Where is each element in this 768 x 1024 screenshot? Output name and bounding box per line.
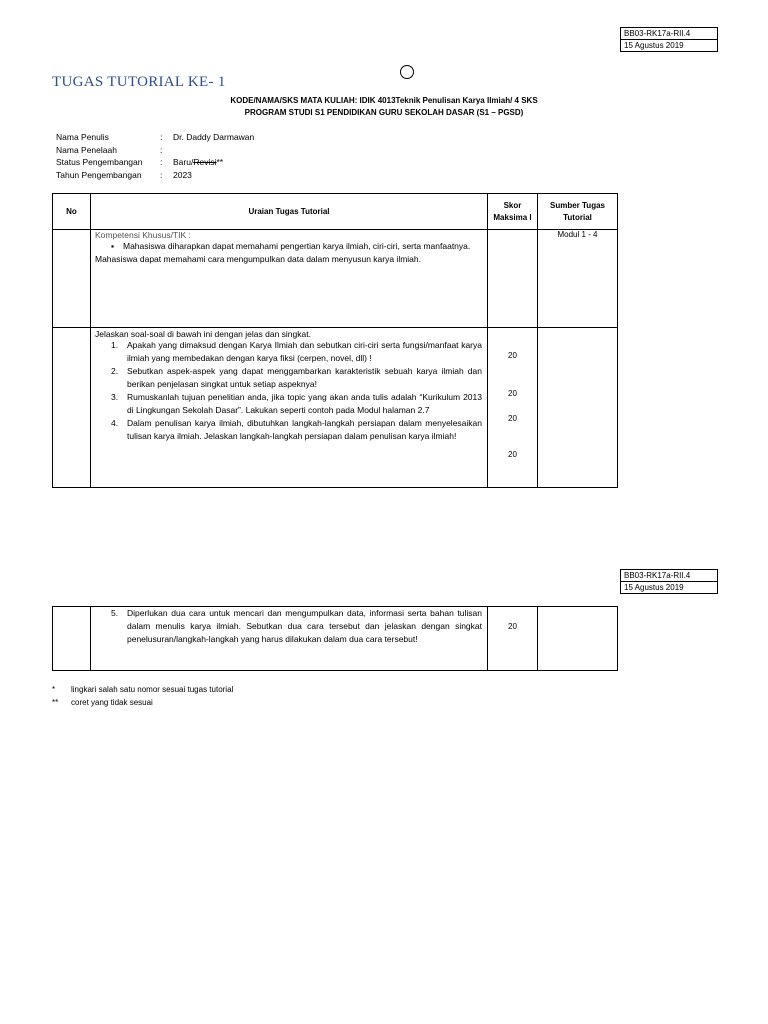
question-item: [111, 365, 482, 391]
question-score: 20: [508, 351, 517, 360]
reviewer-row: [56, 144, 254, 157]
questions-row: [53, 328, 618, 488]
document-code-box: [620, 27, 718, 52]
course-line: KODE/NAMA/SKS MATA KULIAH: IDIK 4013Teknik Penulisan Karya Ilmiah/ 4 SKS: [230, 96, 538, 105]
colon: :: [160, 144, 163, 155]
question-row-5: [53, 607, 618, 671]
document-code: BB03-RK17a-RII.4: [624, 571, 691, 580]
bullet-icon: ▪: [111, 241, 115, 251]
footnote-mark: *: [52, 685, 56, 694]
question-number: 5.: [111, 608, 119, 618]
footnote-text: lingkari salah satu nomor sesuai tugas tutorial: [71, 685, 234, 694]
footnote-2: [52, 698, 153, 707]
question-score: 20: [508, 622, 517, 631]
question-number: 1.: [111, 340, 119, 350]
header-no: No: [53, 194, 91, 230]
questions-cell: [91, 328, 488, 488]
reviewer-label: Nama Penelaah: [56, 144, 117, 155]
header-uraian: Uraian Tugas Tutorial: [91, 194, 488, 230]
question-text: Apakah yang dimaksud dengan Karya Ilmiah dan sebutkan ciri-ciri serta fungsi/manfaat karya ilmiah yang membedakan dengan karya fiksi (cerpen, novel, dll) !: [127, 340, 482, 363]
question-number: 2.: [111, 366, 119, 376]
question-score: 20: [508, 450, 517, 459]
circle-mark-icon: [400, 65, 414, 79]
competency-bullet-text: Mahasiswa diharapkan dapat memahami pengertian karya ilmiah, ciri-ciri, serta manfaatnya.: [123, 241, 471, 251]
year-row: [56, 169, 254, 182]
competency-label: Kompetensi Khusus/TIK :: [95, 230, 191, 240]
competency-bullet: [95, 240, 482, 253]
question-item: [111, 417, 482, 443]
status-mark: **: [216, 157, 224, 167]
footnote-text: coret yang tidak sesuai: [71, 698, 153, 707]
status-revision: Revisi: [193, 157, 217, 167]
question-text: Diperlukan dua cara untuk mencari dan mengumpulkan data, informasi serta bahan tulisan dalam menulis karya ilmiah. Sebutkan dua cara tersebut dan jelaskan dengan singkat penelusuran/langkah-langkah yang harus dilakukan dalam dua cara tersebut!: [127, 608, 482, 644]
question-score: 20: [508, 414, 517, 423]
footnote-1: [52, 685, 233, 694]
questions-source-cell: [538, 328, 618, 488]
question-number: 4.: [111, 418, 119, 428]
year-label: Tahun Pengembangan: [56, 169, 142, 180]
question-text: Sebutkan aspek-aspek yang dapat menggambarkan karakteristik sebuah karya ilmiah dan berikan penjelasan singkat untuk setiap aspeknya!: [127, 366, 482, 389]
competency-score-cell: [488, 230, 538, 328]
question-item: [111, 339, 482, 365]
competency-row: [53, 230, 618, 328]
document-code-box-2: [620, 569, 718, 594]
question5-score-cell: [488, 607, 538, 671]
table-header-row: [53, 194, 618, 230]
author-info: [56, 131, 254, 181]
document-code: BB03-RK17a-RII.4: [624, 29, 691, 38]
colon: :: [160, 169, 163, 180]
tutorial-table-continued: [52, 606, 618, 671]
year-value: 2023: [173, 169, 192, 180]
question5-cell: [91, 607, 488, 671]
competency-source: Modul 1 - 4: [538, 230, 618, 328]
status-label: Status Pengembangan: [56, 157, 143, 167]
question-number: 3.: [111, 392, 119, 402]
competency-cell: [91, 230, 488, 328]
program-line: PROGRAM STUDI S1 PENDIDIKAN GURU SEKOLAH DASAR (S1 – PGSD): [244, 108, 524, 117]
header-skor: Skor Maksima l: [488, 194, 538, 230]
status-row: [56, 156, 254, 169]
document-date: 15 Agustus 2019: [621, 39, 717, 51]
question-item: [111, 391, 482, 417]
colon: :: [160, 132, 163, 142]
question-text: Dalam penulisan karya ilmiah, dibutuhkan langkah-langkah persiapan dalam menyelesaikan tulisan karya ilmiah. Jelaskan langkah-langkah persiapan dalam penulisan karya ilmiah!: [127, 418, 482, 441]
questions-score-cell: [488, 328, 538, 488]
author-value: Dr. Daddy Darmawan: [173, 132, 255, 142]
document-date: 15 Agustus 2019: [621, 581, 717, 593]
question-text: Rumuskanlah tujuan penelitian anda, jika topic yang akan anda tulis adalah “Kurikulum 2013 di Lingkungan Sekolah Dasar”. Lakukan seperti contoh pada Modul halaman 2.7: [127, 392, 482, 415]
question5-no-cell: [53, 607, 91, 671]
status-value: [173, 156, 223, 169]
colon: :: [160, 157, 163, 167]
competency-line2: Mahasiswa dapat memahami cara mengumpulkan data dalam menyusun karya ilmiah.: [95, 254, 421, 264]
header-sumber: Sumber Tugas Tutorial: [538, 194, 618, 230]
question-score: 20: [508, 389, 517, 398]
instructions-text: Jelaskan soal-soal di bawah ini dengan jelas dan singkat.: [95, 329, 311, 339]
competency-no-cell: [53, 230, 91, 328]
author-label: Nama Penulis: [56, 132, 109, 142]
page-title: TUGAS TUTORIAL KE- 1: [52, 74, 226, 90]
tutorial-table: [52, 193, 618, 488]
footnote-mark: **: [52, 698, 59, 707]
questions-no-cell: [53, 328, 91, 488]
question-item: [111, 607, 482, 646]
status-new: Baru/: [173, 157, 194, 167]
question5-source-cell: [538, 607, 618, 671]
author-row: [56, 131, 254, 144]
